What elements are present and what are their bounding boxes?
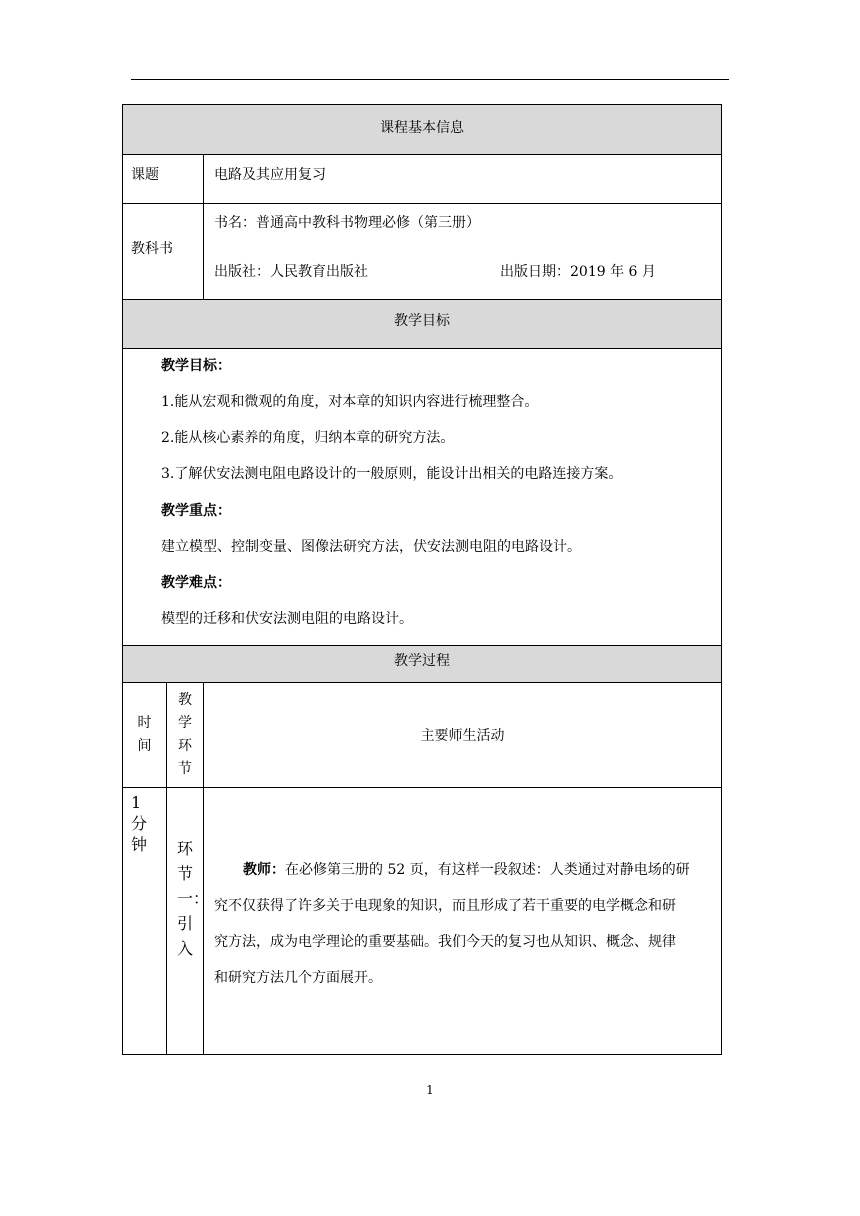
col-activity-label: 主要师生活动 bbox=[420, 728, 505, 744]
col-time-cell bbox=[123, 683, 167, 787]
goal-item-2: 2.能从核心素养的角度，归纳本章的研究方法。 bbox=[161, 430, 455, 446]
goal-item-1: 1.能从宏观和微观的角度，对本章的知识内容进行梳理整合。 bbox=[161, 394, 539, 410]
row1-time: 1 分钟 bbox=[123, 788, 167, 1054]
textbook-details bbox=[204, 204, 721, 299]
difficulty-title: 教学难点： bbox=[161, 575, 231, 591]
goals-body bbox=[123, 349, 721, 646]
col-stage-cell bbox=[167, 683, 204, 787]
process-column-headings bbox=[123, 683, 721, 788]
info-header: 课程基本信息 bbox=[380, 120, 464, 136]
row1-activity-line-1: 教师：在必修第三册的 52 页，有这样一段叙述：人类通过对静电场的研 bbox=[243, 862, 690, 878]
topic-label: 课题 bbox=[123, 155, 204, 203]
row1-activity-line-3: 究方法，成为电学理论的重要基础。我们今天的复习也从知识、概念、规律 bbox=[214, 934, 676, 950]
header-rule bbox=[131, 79, 729, 80]
goal-title: 教学目标： bbox=[161, 358, 231, 374]
row1-activity bbox=[204, 788, 721, 1054]
row1-activity-line-4: 和研究方法几个方面展开。 bbox=[214, 970, 382, 986]
process-row-1 bbox=[123, 788, 721, 1054]
book-name: 书名：普通高中教科书物理必修（第三册） bbox=[214, 215, 480, 231]
lesson-table bbox=[122, 104, 722, 1055]
process-header: 教学过程 bbox=[394, 653, 450, 669]
page-number: 1 bbox=[426, 1083, 434, 1097]
textbook-row bbox=[123, 204, 721, 300]
goal-item-3: 3.了解伏安法测电阻电路设计的一般原则，能设计出相关的电路连接方案。 bbox=[161, 466, 623, 482]
difficulty-text: 模型的迁移和伏安法测电阻的电路设计。 bbox=[161, 611, 413, 627]
key-points-title: 教学重点： bbox=[161, 503, 231, 519]
col-activity-cell bbox=[204, 683, 721, 787]
textbook-label: 教科书 bbox=[123, 204, 204, 299]
goals-header-row bbox=[123, 300, 721, 349]
row1-activity-line-2: 究不仅获得了许多关于电现象的知识，而且形成了若干重要的电学概念和研 bbox=[214, 898, 676, 914]
row1-stage-cell bbox=[167, 788, 210, 1054]
key-points-text: 建立模型、控制变量、图像法研究方法，伏安法测电阻的电路设计。 bbox=[161, 539, 581, 555]
info-header-row bbox=[123, 105, 721, 155]
topic-row bbox=[123, 155, 721, 204]
goals-header: 教学目标 bbox=[394, 313, 450, 329]
publish-date: 出版日期：2019 年 6 月 bbox=[500, 264, 656, 280]
speaker-label: 教师： bbox=[243, 862, 285, 878]
col-time-label: 时间 bbox=[137, 715, 152, 754]
topic-value: 电路及其应用复习 bbox=[214, 167, 326, 183]
process-header-row bbox=[123, 646, 721, 683]
col-stage-label: 教学环节 bbox=[178, 692, 192, 777]
publisher: 出版社：人民教育出版社 bbox=[214, 264, 368, 280]
row1-stage: 环节一：引入 bbox=[177, 839, 210, 958]
